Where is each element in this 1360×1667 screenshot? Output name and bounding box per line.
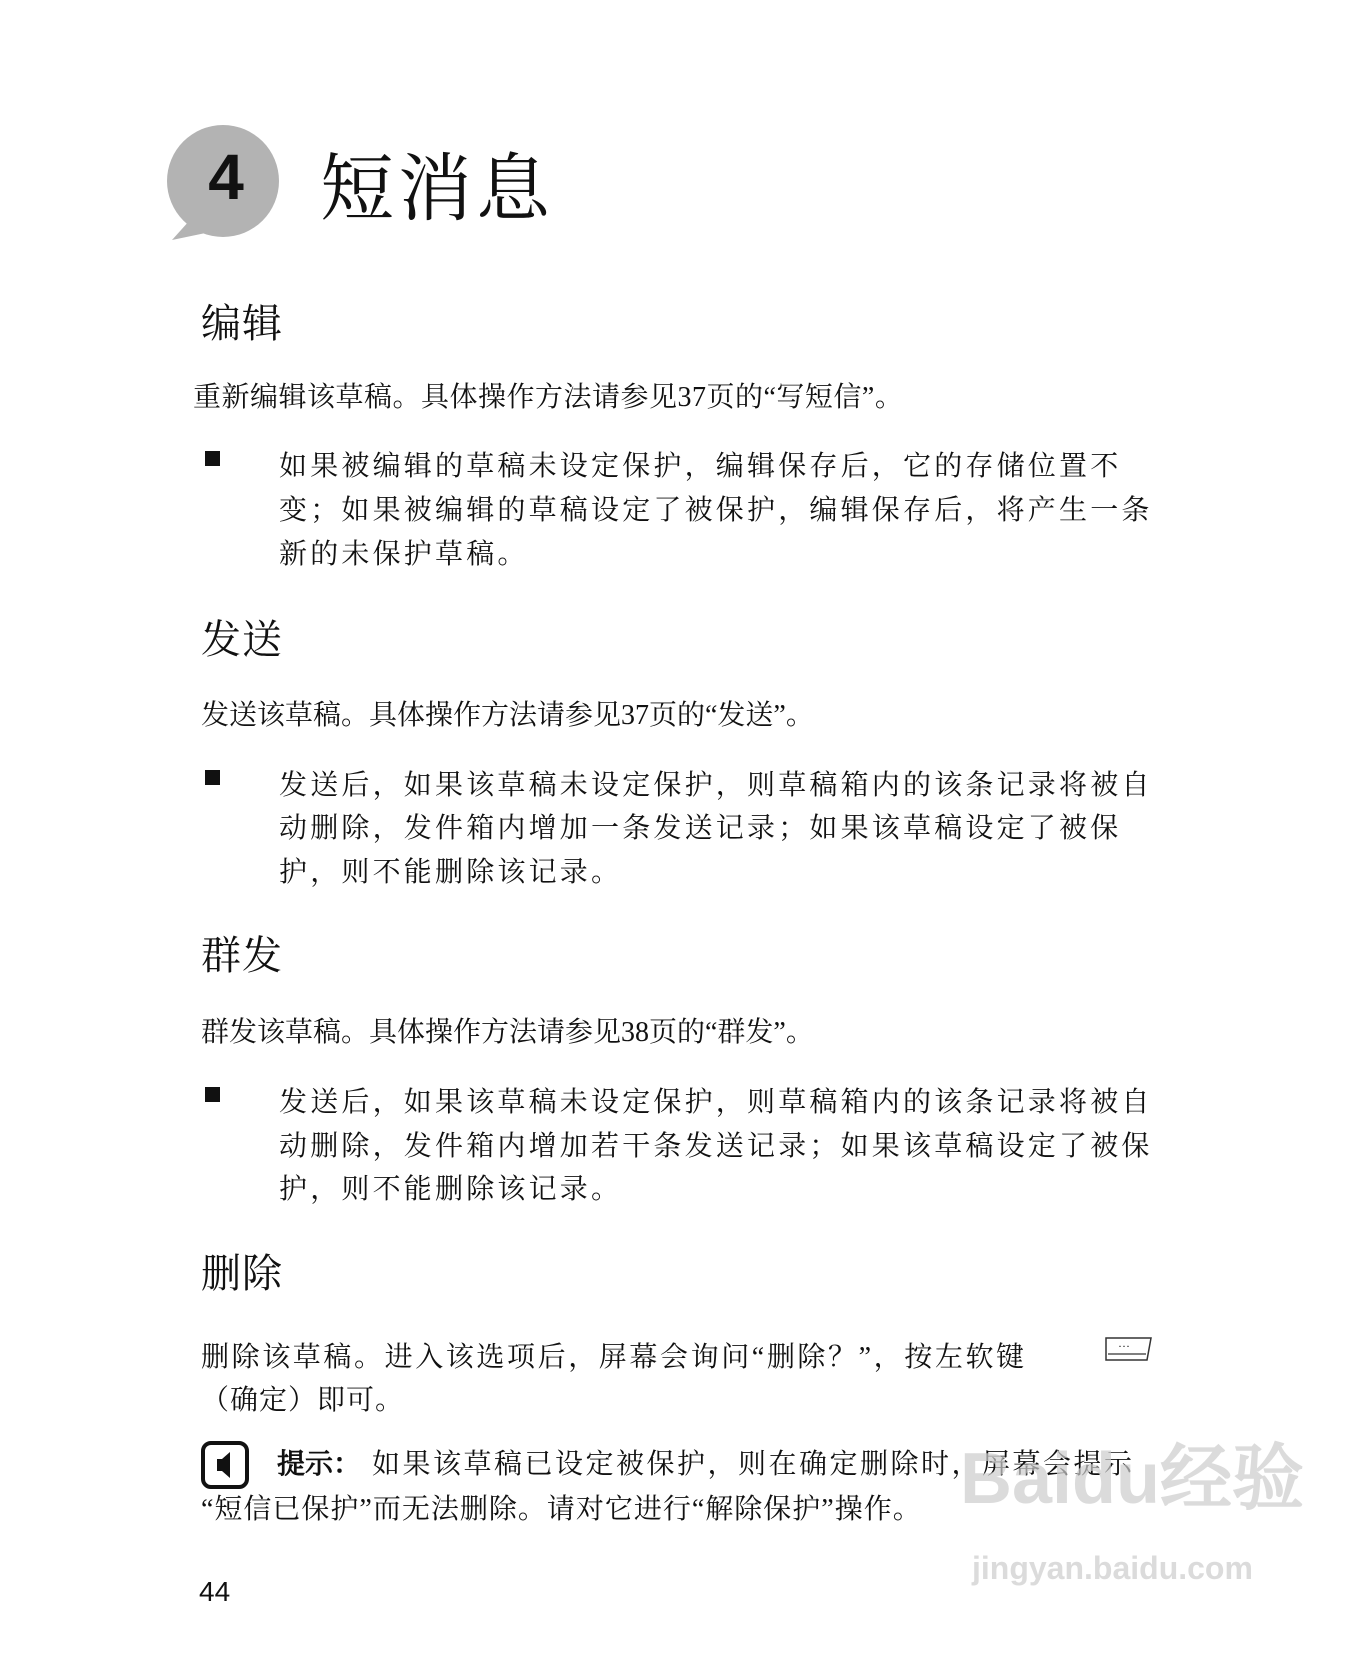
section-heading-edit: 编辑	[201, 301, 283, 346]
watermark-logo: Baidu经验	[960, 1439, 1305, 1519]
section-heading-group-send: 群发	[201, 933, 283, 978]
section-para: 发送该草稿。具体操作方法请参见37页的“发送”。	[201, 700, 814, 731]
bullet-square-icon	[205, 451, 220, 466]
bullet-line: 发送后，如果该草稿未设定保护，则草稿箱内的该条记录将被自	[279, 1087, 1153, 1118]
tip-speaker-icon	[201, 1441, 251, 1491]
svg-text:···: ···	[1118, 1339, 1130, 1353]
bullet-line: 如果被编辑的草稿未设定保护，编辑保存后，它的存储位置不	[279, 451, 1122, 482]
watermark-url: jingyan.baidu.com	[972, 1550, 1253, 1586]
bullet-line: 变；如果被编辑的草稿设定了被保护，编辑保存后，将产生一条	[279, 495, 1153, 526]
bullet-square-icon	[205, 770, 220, 785]
chapter-title: 短消息	[320, 149, 554, 231]
page-number: 44	[199, 1576, 231, 1607]
section-para: 重新编辑该草稿。具体操作方法请参见37页的“写短信”。	[193, 382, 904, 413]
section-para: 删除该草稿。进入该选项后，屏幕会询问“删除？”，按左软键	[201, 1342, 1027, 1373]
bullet-line: 动删除，发件箱内增加一条发送记录；如果该草稿设定了被保	[279, 813, 1122, 844]
bullet-line: 动删除，发件箱内增加若干条发送记录；如果该草稿设定了被保	[279, 1131, 1153, 1162]
bullet-line: 护，则不能删除该记录。	[279, 1174, 623, 1205]
section-para: （确定）即可。	[201, 1385, 405, 1416]
section-heading-delete: 删除	[201, 1251, 283, 1296]
bullet-line: 护，则不能删除该记录。	[279, 857, 623, 888]
chapter-number: 4	[208, 141, 244, 213]
tip-text: 如果该草稿已设定被保护，则在确定删除时，屏幕会提示	[372, 1449, 1135, 1480]
bullet-square-icon	[205, 1087, 220, 1102]
tip-text: “短信已保护”而无法删除。请对它进行“解除保护”操作。	[201, 1494, 922, 1525]
tip-label: 提示：	[277, 1449, 362, 1480]
section-heading-send: 发送	[201, 617, 283, 662]
bullet-line: 新的未保护草稿。	[279, 539, 529, 570]
left-softkey-icon	[1104, 1334, 1154, 1364]
section-para: 群发该草稿。具体操作方法请参见38页的“群发”。	[201, 1017, 814, 1048]
bullet-line: 发送后，如果该草稿未设定保护，则草稿箱内的该条记录将被自	[279, 770, 1153, 801]
